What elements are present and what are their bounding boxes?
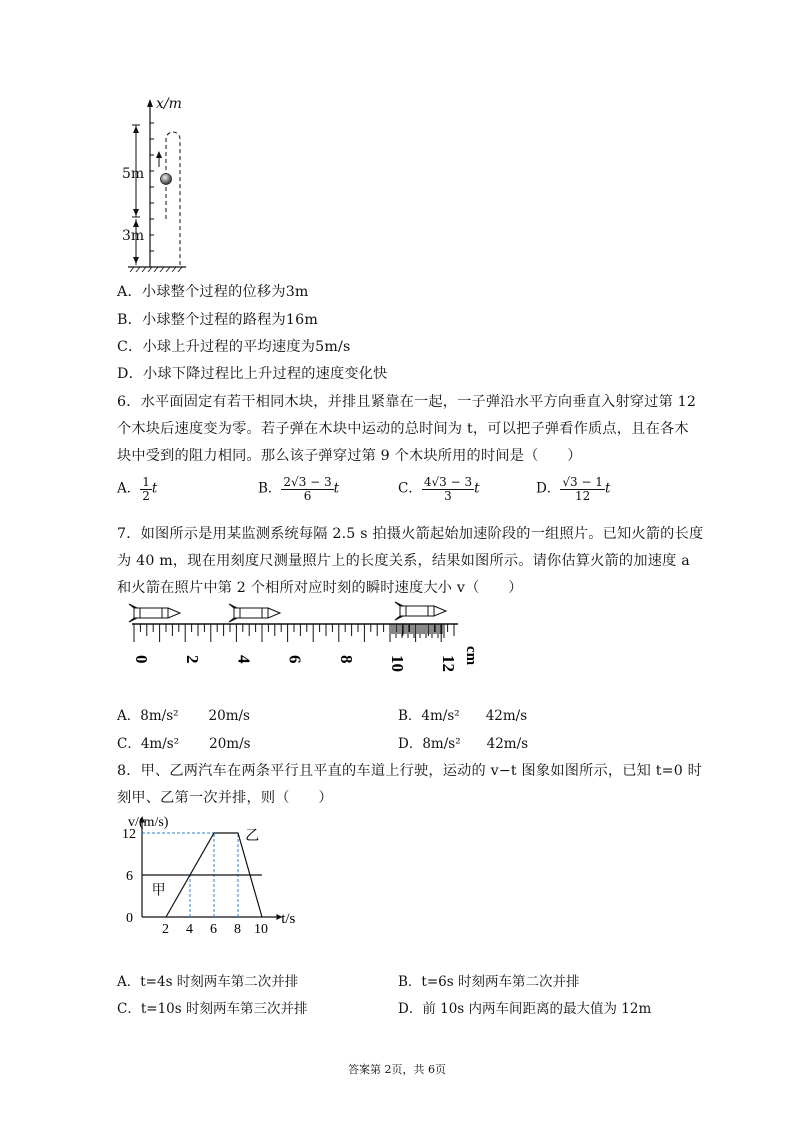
q6-option-b: B． $\frac{2√3 - 3}{6}$ t <box>258 475 340 503</box>
ball <box>161 174 172 185</box>
q6-stem-line1: 6．水平面固定有若干相同木块，并排且紧靠在一起，一子弹沿水平方向垂直入射穿过第 12 <box>117 394 697 410</box>
y-tick-label: 12 <box>122 827 136 842</box>
ruler-number: 10 <box>388 655 407 672</box>
ruler-number: 12 <box>439 655 459 672</box>
q7-option-c: C．4m/s² 20m/s <box>117 736 251 752</box>
q5-option-a: A．小球整个过程的位移为3m <box>117 284 309 300</box>
ball-motion-figure <box>118 95 198 275</box>
ruler-number: 6 <box>285 655 305 664</box>
ruler-number: 8 <box>336 655 356 664</box>
vt-chart <box>110 810 320 935</box>
rocket-ruler-figure <box>128 600 488 692</box>
ruler-number: 0 <box>132 655 151 664</box>
y-tick-label: 6 <box>126 869 133 884</box>
q8-option-b: B．t=6s 时刻两车第二次并排 <box>398 974 580 990</box>
q5-option-b: B．小球整个过程的路程为16m <box>117 312 318 328</box>
q6-stem-line2: 个木块后速度变为零。若子弹在木块中运动的总时间为 t，可以把子弹看作质点，且在各木 <box>117 421 689 437</box>
rocket-3 <box>395 602 446 620</box>
q6-option-c: C． $\frac{4√3 - 3}{3}$ t <box>398 475 480 503</box>
q7-stem-line3: 和火箭在照片中第 2 个相所对应时刻的瞬时速度大小 v（ ） <box>117 580 523 596</box>
axis-label-x: x/m <box>156 96 182 112</box>
ruler-number: 4 <box>234 655 254 664</box>
series-yi-label: 乙 <box>245 829 260 844</box>
q8-stem-line2: 刻甲、乙第一次并排，则（ ） <box>117 790 333 806</box>
q5-option-c: C．小球上升过程的平均速度为5m/s <box>117 339 351 355</box>
q8-option-a: A．t=4s 时刻两车第二次并排 <box>117 974 299 990</box>
label-3m: 3m <box>122 228 145 244</box>
series-jia-label: 甲 <box>151 883 166 899</box>
q6-option-d: D． $\frac{√3 - 1}{12}$ t <box>536 475 611 503</box>
x-tick-label: 6 <box>210 922 217 935</box>
ruler-number: 2 <box>183 655 203 664</box>
label-5m: 5m <box>122 166 145 182</box>
q7-stem-line1: 7．如图所示是用某监测系统每隔 2.5 s 拍摄火箭起始加速阶段的一组照片。已知火箭的长度 <box>117 526 704 542</box>
q7-option-b: B．4m/s² 42m/s <box>398 708 528 724</box>
q5-option-d: D．小球下降过程比上升过程的速度变化快 <box>117 366 388 382</box>
x-tick-label: 4 <box>186 922 193 935</box>
rocket-1 <box>129 604 180 622</box>
rocket-2 <box>229 604 280 622</box>
page-footer: 答案第 2页，共 6页 <box>348 1063 446 1076</box>
y-tick-label: 0 <box>126 911 133 926</box>
q7-option-d: D．8m/s² 42m/s <box>398 736 529 752</box>
x-tick-label: 8 <box>234 922 241 935</box>
x-tick-label: 10 <box>254 922 268 935</box>
q7-stem-line2: 为 40 m，现在用刻度尺测量照片上的长度关系，结果如图所示。请你估算火箭的加速度 a <box>117 553 690 569</box>
x-axis-label: t/s <box>281 911 296 927</box>
q7-option-a: A．8m/s² 20m/s <box>117 708 250 724</box>
q8-stem-line1: 8．甲、乙两汽车在两条平行且平直的车道上行驶，运动的 v−t 图象如图所示，已知 t=0 时 <box>117 763 703 779</box>
q6-option-a: A． $\frac{1}{2}$ t <box>117 475 158 503</box>
q6-stem-line3: 块中受到的阻力相同。那么该子弹穿过第 9 个木块所用的时间是（ ） <box>117 448 582 464</box>
x-tick-label: 2 <box>162 922 169 935</box>
q8-option-c: C．t=10s 时刻两车第三次并排 <box>117 1001 308 1017</box>
y-axis-label: v/(m/s) <box>128 814 169 830</box>
ruler-unit: cm <box>463 646 479 666</box>
q8-option-d: D．前 10s 内两车间距离的最大值为 12m <box>398 1001 652 1017</box>
